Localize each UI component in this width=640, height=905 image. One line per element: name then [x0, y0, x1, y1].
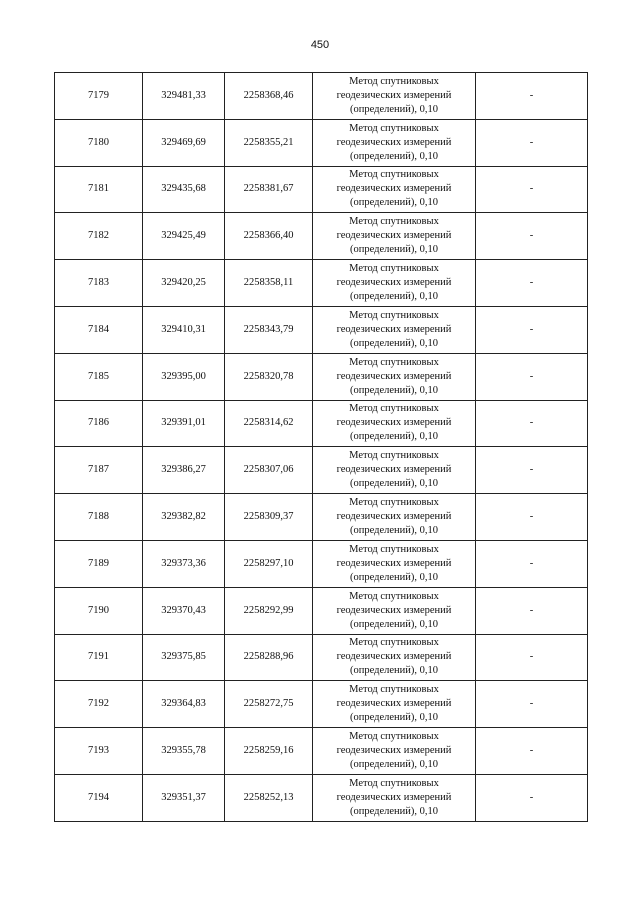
y-coordinate-cell: 2258358,11: [225, 260, 313, 307]
method-line: геодезических измерений: [336, 183, 452, 195]
method-line: Метод спутниковых: [349, 777, 439, 789]
table-row: [55, 447, 588, 494]
note-cell: -: [476, 774, 588, 821]
table-row: [55, 260, 588, 307]
y-coordinate-cell: 2258355,21: [225, 119, 313, 166]
y-coordinate-cell: 2258292,99: [225, 587, 313, 634]
note-cell: -: [476, 681, 588, 728]
method-line: (определений), 0,10: [349, 618, 439, 630]
note-cell: -: [476, 260, 588, 307]
method-line: геодезических измерений: [336, 417, 452, 429]
method-line: геодезических измерений: [336, 464, 452, 476]
method-line: Метод спутниковых: [349, 590, 439, 602]
note-cell: -: [476, 447, 588, 494]
method-cell: [313, 306, 476, 353]
note-cell: -: [476, 166, 588, 213]
y-coordinate-cell: 2258252,13: [225, 774, 313, 821]
method-line: Метод спутниковых: [349, 403, 439, 415]
method-line: геодезических измерений: [336, 557, 452, 569]
y-coordinate-cell: 2258288,96: [225, 634, 313, 681]
table-row: [55, 353, 588, 400]
method-line: (определений), 0,10: [349, 665, 439, 677]
y-coordinate-cell: 2258320,78: [225, 353, 313, 400]
table-row: [55, 213, 588, 260]
method-line: Метод спутниковых: [349, 497, 439, 509]
table-row: [55, 119, 588, 166]
point-number-cell: 7189: [55, 540, 143, 587]
point-number-cell: 7187: [55, 447, 143, 494]
note-cell: -: [476, 728, 588, 775]
y-coordinate-cell: 2258309,37: [225, 494, 313, 541]
x-coordinate-cell: 329420,25: [143, 260, 225, 307]
point-number-cell: 7184: [55, 306, 143, 353]
x-coordinate-cell: 329375,85: [143, 634, 225, 681]
y-coordinate-cell: 2258297,10: [225, 540, 313, 587]
point-number-cell: 7193: [55, 728, 143, 775]
note-cell: -: [476, 540, 588, 587]
point-number-cell: 7192: [55, 681, 143, 728]
method-cell: [313, 540, 476, 587]
method-cell: [313, 774, 476, 821]
x-coordinate-cell: 329370,43: [143, 587, 225, 634]
y-coordinate-cell: 2258381,67: [225, 166, 313, 213]
method-line: геодезических измерений: [336, 370, 452, 382]
method-line: Метод спутниковых: [349, 356, 439, 368]
note-cell: -: [476, 306, 588, 353]
table-row: [55, 728, 588, 775]
method-line: (определений), 0,10: [349, 712, 439, 724]
method-line: (определений), 0,10: [349, 337, 439, 349]
method-cell: [313, 400, 476, 447]
note-cell: -: [476, 494, 588, 541]
x-coordinate-cell: 329410,31: [143, 306, 225, 353]
x-coordinate-cell: 329351,37: [143, 774, 225, 821]
method-line: геодезических измерений: [336, 745, 452, 757]
method-cell: [313, 447, 476, 494]
table-row: [55, 166, 588, 213]
y-coordinate-cell: 2258366,40: [225, 213, 313, 260]
table-row: [55, 587, 588, 634]
x-coordinate-cell: 329425,49: [143, 213, 225, 260]
note-cell: -: [476, 119, 588, 166]
point-number-cell: 7182: [55, 213, 143, 260]
point-number-cell: 7181: [55, 166, 143, 213]
x-coordinate-cell: 329481,33: [143, 73, 225, 120]
x-coordinate-cell: 329469,69: [143, 119, 225, 166]
point-number-cell: 7186: [55, 400, 143, 447]
page-number: 450: [310, 39, 330, 51]
x-coordinate-cell: 329391,01: [143, 400, 225, 447]
note-cell: -: [476, 73, 588, 120]
method-line: (определений), 0,10: [349, 103, 439, 115]
method-line: (определений), 0,10: [349, 244, 439, 256]
method-line: (определений), 0,10: [349, 384, 439, 396]
method-line: (определений), 0,10: [349, 478, 439, 490]
method-line: Метод спутниковых: [349, 543, 439, 555]
method-line: геодезических измерений: [336, 277, 452, 289]
method-line: геодезических измерений: [336, 604, 452, 616]
y-coordinate-cell: 2258343,79: [225, 306, 313, 353]
x-coordinate-cell: 329355,78: [143, 728, 225, 775]
method-line: (определений), 0,10: [349, 805, 439, 817]
y-coordinate-cell: 2258314,62: [225, 400, 313, 447]
method-line: геодезических измерений: [336, 651, 452, 663]
method-line: Метод спутниковых: [349, 169, 439, 181]
method-line: геодезических измерений: [336, 791, 452, 803]
method-cell: [313, 494, 476, 541]
method-cell: [313, 353, 476, 400]
method-line: Метод спутниковых: [349, 684, 439, 696]
method-cell: [313, 73, 476, 120]
y-coordinate-cell: 2258368,46: [225, 73, 313, 120]
method-cell: [313, 728, 476, 775]
method-line: (определений), 0,10: [349, 291, 439, 303]
y-coordinate-cell: 2258307,06: [225, 447, 313, 494]
method-line: Метод спутниковых: [349, 216, 439, 228]
method-line: Метод спутниковых: [349, 450, 439, 462]
x-coordinate-cell: 329382,82: [143, 494, 225, 541]
method-line: Метод спутниковых: [349, 75, 439, 87]
table-body: [55, 73, 588, 822]
method-line: (определений), 0,10: [349, 525, 439, 537]
method-cell: [313, 213, 476, 260]
table-row: [55, 774, 588, 821]
method-line: Метод спутниковых: [349, 263, 439, 275]
point-number-cell: 7191: [55, 634, 143, 681]
note-cell: -: [476, 587, 588, 634]
point-number-cell: 7194: [55, 774, 143, 821]
method-cell: [313, 119, 476, 166]
coordinates-table: [54, 72, 588, 822]
method-line: геодезических измерений: [336, 323, 452, 335]
x-coordinate-cell: 329364,83: [143, 681, 225, 728]
method-line: геодезических измерений: [336, 698, 452, 710]
method-line: (определений), 0,10: [349, 150, 439, 162]
table-row: [55, 494, 588, 541]
method-cell: [313, 260, 476, 307]
point-number-cell: 7190: [55, 587, 143, 634]
method-line: (определений), 0,10: [349, 197, 439, 209]
table-row: [55, 73, 588, 120]
note-cell: -: [476, 213, 588, 260]
note-cell: -: [476, 353, 588, 400]
x-coordinate-cell: 329435,68: [143, 166, 225, 213]
point-number-cell: 7188: [55, 494, 143, 541]
method-cell: [313, 587, 476, 634]
method-line: Метод спутниковых: [349, 309, 439, 321]
y-coordinate-cell: 2258259,16: [225, 728, 313, 775]
note-cell: -: [476, 634, 588, 681]
table-row: [55, 400, 588, 447]
method-line: (определений), 0,10: [349, 571, 439, 583]
note-cell: -: [476, 400, 588, 447]
y-coordinate-cell: 2258272,75: [225, 681, 313, 728]
method-cell: [313, 166, 476, 213]
table-row: [55, 634, 588, 681]
table-row: [55, 681, 588, 728]
method-line: Метод спутниковых: [349, 637, 439, 649]
method-line: геодезических измерений: [336, 230, 452, 242]
method-line: геодезических измерений: [336, 136, 452, 148]
x-coordinate-cell: 329386,27: [143, 447, 225, 494]
method-line: (определений), 0,10: [349, 759, 439, 771]
table-row: [55, 540, 588, 587]
method-cell: [313, 634, 476, 681]
x-coordinate-cell: 329373,36: [143, 540, 225, 587]
method-line: (определений), 0,10: [349, 431, 439, 443]
point-number-cell: 7179: [55, 73, 143, 120]
method-line: геодезических измерений: [336, 89, 452, 101]
method-cell: [313, 681, 476, 728]
x-coordinate-cell: 329395,00: [143, 353, 225, 400]
method-line: Метод спутниковых: [349, 731, 439, 743]
method-line: Метод спутниковых: [349, 122, 439, 134]
point-number-cell: 7180: [55, 119, 143, 166]
method-line: геодезических измерений: [336, 511, 452, 523]
point-number-cell: 7183: [55, 260, 143, 307]
table-row: [55, 306, 588, 353]
point-number-cell: 7185: [55, 353, 143, 400]
